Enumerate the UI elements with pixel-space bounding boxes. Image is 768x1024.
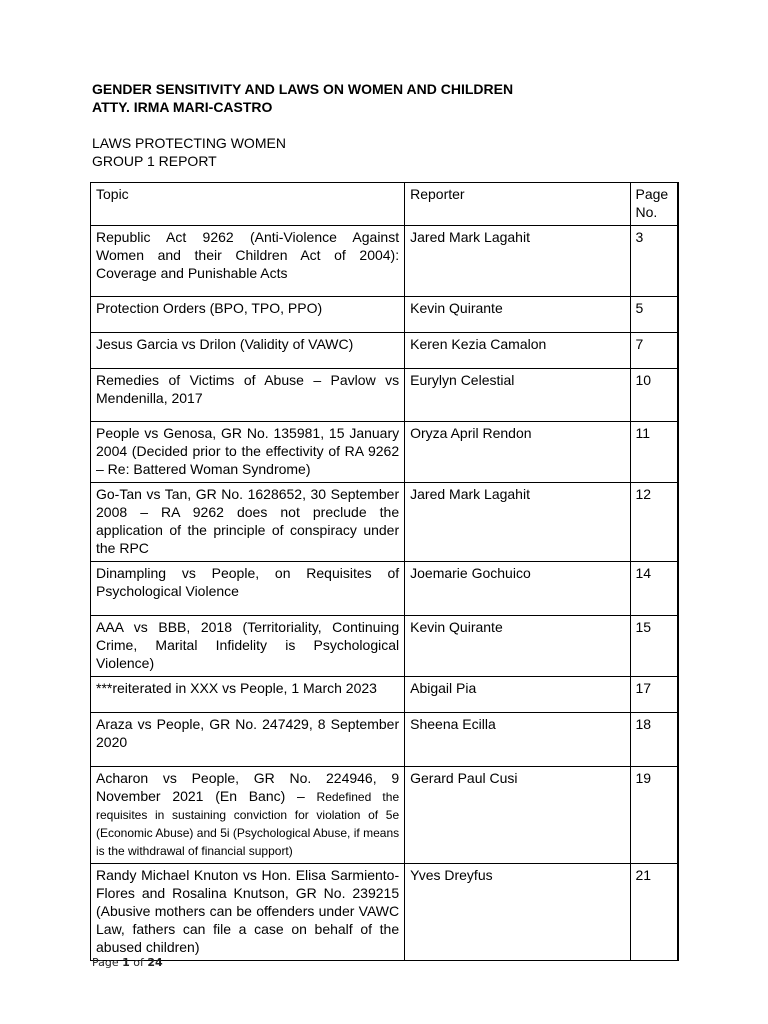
reporter-cell: Joemarie Gochuico <box>405 562 630 616</box>
table-row <box>91 767 679 864</box>
reporter-cell: Kevin Quirante <box>405 616 630 677</box>
course-title: GENDER SENSITIVITY AND LAWS ON WOMEN AND CHILDREN <box>92 81 514 97</box>
page-cell: 11 <box>630 422 678 483</box>
reporter-cell: Sheena Ecilla <box>405 713 630 767</box>
page-cell: 17 <box>630 677 678 713</box>
table-row <box>91 713 679 767</box>
topic-cell: Protection Orders (BPO, TPO, PPO) <box>91 297 405 333</box>
page-cell: 7 <box>630 333 678 369</box>
topic-cell: Jesus Garcia vs Drilon (Validity of VAWC) <box>91 333 405 369</box>
table-row <box>91 333 679 369</box>
reporter-cell: Jared Mark Lagahit <box>405 483 630 562</box>
table-row <box>91 369 679 422</box>
topic-cell: Dinampling vs People, on Requisites of Psychological Violence <box>91 562 405 616</box>
page-cell: 15 <box>630 616 678 677</box>
column-header-reporter: Reporter <box>405 183 630 226</box>
footer-of-word: of <box>133 956 144 969</box>
page-cell: 3 <box>630 226 678 297</box>
topic-main-text: Acharon vs People, GR No. 224946, 9 November 2021 (En Banc) – <box>96 770 400 804</box>
topic-note-text: Redefined the requisites in sustaining conviction for violation of 5e (Economic Abuse) and 5i (Psychological Abuse, if means is the withdrawal of financial support) <box>96 790 400 858</box>
reporter-cell: Gerard Paul Cusi <box>405 767 630 864</box>
table-row <box>91 864 679 961</box>
topic-cell: Remedies of Victims of Abuse – Pavlow vs Mendenilla, 2017 <box>91 369 405 422</box>
column-header-page: Page No. <box>630 183 678 226</box>
table-row <box>91 562 679 616</box>
reporter-cell: Jared Mark Lagahit <box>405 226 630 297</box>
table-header-row <box>91 183 679 226</box>
topic-cell: Araza vs People, GR No. 247429, 8 September 2020 <box>91 713 405 767</box>
page-cell: 14 <box>630 562 678 616</box>
reporter-cell: Abigail Pia <box>405 677 630 713</box>
topic-cell: Randy Michael Knuton vs Hon. Elisa Sarmiento-Flores and Rosalina Knutson, GR No. 239215 (Abusive mothers can be offenders under VAWC Law, fathers can file a case on behalf of the abused children) <box>91 864 405 961</box>
document-header <box>92 80 513 170</box>
reporter-cell: Oryza April Rendon <box>405 422 630 483</box>
table-row <box>91 297 679 333</box>
table-row <box>91 422 679 483</box>
page-cell: 5 <box>630 297 678 333</box>
topic-cell: ***reiterated in XXX vs People, 1 March 2023 <box>91 677 405 713</box>
page-footer <box>92 956 163 969</box>
footer-page-word: Page <box>92 956 119 969</box>
page-cell: 12 <box>630 483 678 562</box>
section-title: LAWS PROTECTING WOMEN <box>92 135 286 151</box>
report-table <box>90 182 679 961</box>
page-cell: 19 <box>630 767 678 864</box>
reporter-cell: Keren Kezia Camalon <box>405 333 630 369</box>
page-cell: 10 <box>630 369 678 422</box>
reporter-cell: Eurylyn Celestial <box>405 369 630 422</box>
table-row <box>91 483 679 562</box>
group-label: GROUP 1 REPORT <box>92 153 217 169</box>
reporter-cell: Kevin Quirante <box>405 297 630 333</box>
page-cell: 18 <box>630 713 678 767</box>
table-row <box>91 677 679 713</box>
topic-cell: AAA vs BBB, 2018 (Territoriality, Continuing Crime, Marital Infidelity is Psychological Violence) <box>91 616 405 677</box>
page-cell: 21 <box>630 864 678 961</box>
reporter-cell: Yves Dreyfus <box>405 864 630 961</box>
table-row <box>91 616 679 677</box>
topic-cell <box>91 767 405 864</box>
topic-cell: Go-Tan vs Tan, GR No. 1628652, 30 September 2008 – RA 9262 does not preclude the application of the principle of conspiracy under the RPC <box>91 483 405 562</box>
footer-total-pages: 24 <box>147 956 163 969</box>
footer-current-page: 1 <box>122 956 130 969</box>
table-row <box>91 226 679 297</box>
topic-cell: People vs Genosa, GR No. 135981, 15 January 2004 (Decided prior to the effectivity of RA 9262 – Re: Battered Woman Syndrome) <box>91 422 405 483</box>
column-header-topic: Topic <box>91 183 405 226</box>
topic-cell: Republic Act 9262 (Anti-Violence Against Women and their Children Act of 2004): Coverage and Punishable Acts <box>91 226 405 297</box>
instructor-name: ATTY. IRMA MARI-CASTRO <box>92 99 273 115</box>
